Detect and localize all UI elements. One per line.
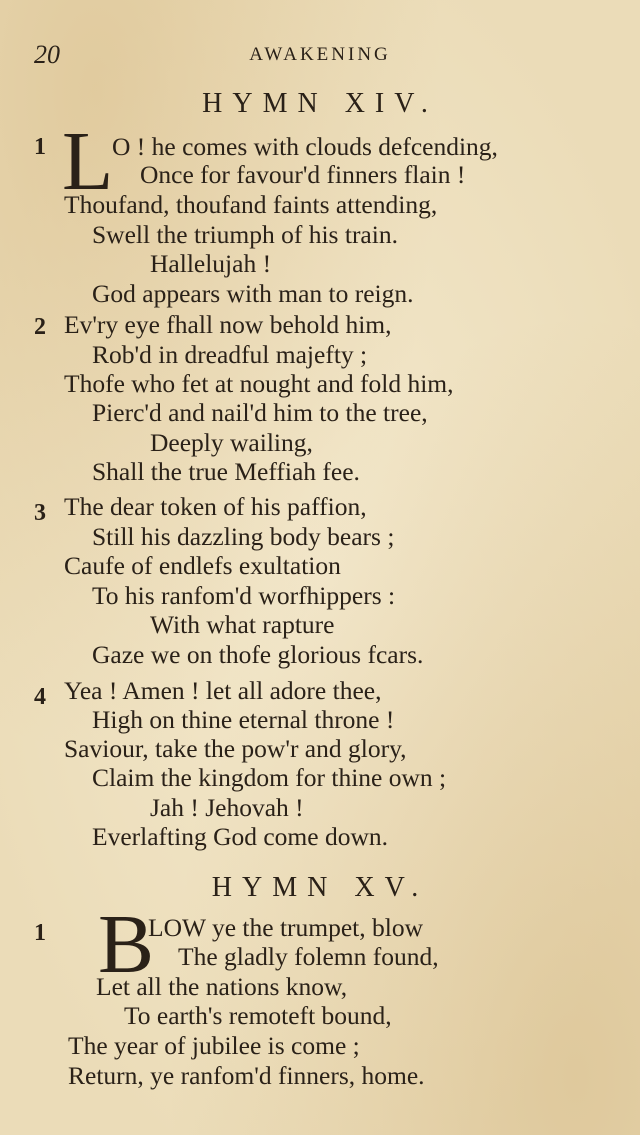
stanza-number: 3	[34, 500, 46, 526]
hymn-14-title: HYMN XIV.	[202, 88, 438, 119]
verse-line: O ! he comes with clouds defcending,	[112, 132, 498, 161]
drop-cap: L	[62, 115, 114, 208]
verse-line: To his ranfom'd worfhippers :	[92, 581, 396, 610]
verse-line: Rob'd in dreadful majefty ;	[92, 340, 368, 369]
stanza-number: 4	[34, 684, 46, 710]
stanza-number: 2	[34, 314, 46, 340]
verse-line: Gaze we on thofe glorious fcars.	[92, 640, 424, 669]
verse-line: With what rapture	[150, 610, 335, 639]
verse-line: Ev'ry eye fhall now behold him,	[64, 310, 392, 339]
verse-line: Deeply wailing,	[150, 428, 313, 457]
verse-line: Thoufand, thoufand faints attending,	[64, 190, 438, 219]
verse-line: Hallelujah !	[150, 249, 272, 278]
verse-line: The gladly folemn found,	[178, 942, 439, 971]
verse-line: Still his dazzling body bears ;	[92, 522, 395, 551]
verse-line: Jah ! Jehovah !	[150, 793, 304, 822]
verse-line: Let all the nations know,	[96, 972, 348, 1001]
verse-line: Caufe of endlefs exultation	[64, 551, 341, 580]
verse-line: Return, ye ranfom'd finners, home.	[68, 1061, 425, 1090]
verse-line: Everlafting God come down.	[92, 822, 389, 851]
verse-line: The dear token of his paffion,	[64, 492, 367, 521]
verse-line: High on thine eternal throne !	[92, 705, 395, 734]
running-head: AWAKENING	[249, 44, 391, 65]
verse-line: Pierc'd and nail'd him to the tree,	[92, 398, 428, 427]
stanza-number: 1	[34, 134, 46, 160]
verse-line: Swell the triumph of his train.	[92, 220, 398, 249]
verse-line: Shall the true Meffiah fee.	[92, 457, 360, 486]
verse-line: Once for favour'd finners flain !	[140, 160, 466, 189]
verse-line: God appears with man to reign.	[92, 279, 414, 308]
hymn-15-title: HYMN XV.	[211, 872, 429, 903]
verse-line: Yea ! Amen ! let all adore thee,	[64, 676, 382, 705]
verse-line: LOW ye the trumpet, blow	[148, 913, 424, 942]
verse-line: Claim the kingdom for thine own ;	[92, 763, 447, 792]
verse-line: To earth's remoteft bound,	[124, 1001, 392, 1030]
drop-cap: B	[98, 898, 155, 991]
page-number: 20	[34, 40, 60, 69]
stanza-number: 1	[34, 920, 46, 946]
verse-line: Thofe who fet at nought and fold him,	[64, 369, 454, 398]
verse-line: The year of jubilee is come ;	[68, 1031, 360, 1060]
verse-line: Saviour, take the pow'r and glory,	[64, 734, 407, 763]
